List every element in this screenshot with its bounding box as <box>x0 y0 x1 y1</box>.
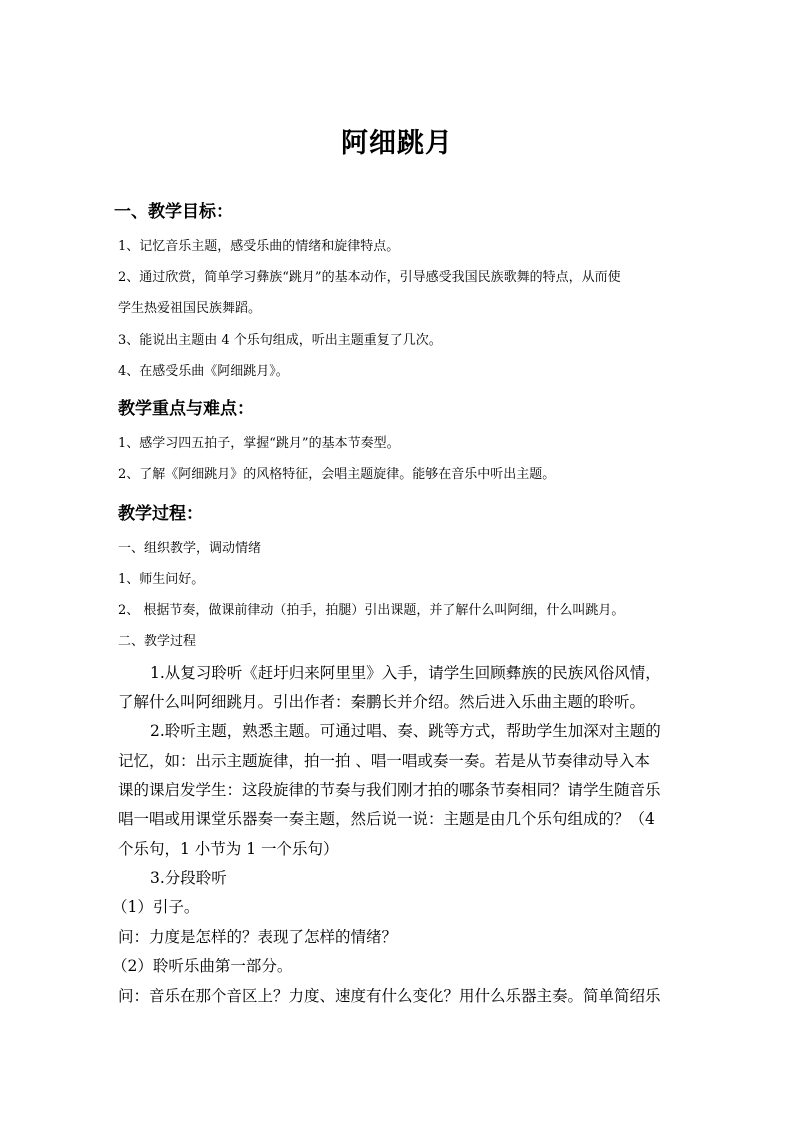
process-item-3: 2、 根据节奏，做课前律动（拍手，拍腿）引出课题，并了解什么叫阿细，什么叫跳月。 <box>118 603 625 618</box>
objective-item-4: 4、在感受乐曲《阿细跳月》。 <box>118 364 289 379</box>
objectives-heading: 一、教学目标： <box>114 202 233 222</box>
process-paragraph-line: 课的课启发学生：这段旋律的节奏与我们刚才拍的哪条节奏相同？请学生随音乐 <box>118 781 661 799</box>
process-paragraph-line: 个乐句，1 小节为 1 一个乐句） <box>118 840 339 858</box>
process-paragraph-line: 记忆，如：出示主题旋律，拍一拍 、唱一唱或奏一奏。若是从节奏律动导入本 <box>118 752 650 770</box>
process-paragraph-line: 唱一唱或用课堂乐器奏一奏主题，然后说一说：主题是由几个乐句组成的？（4 <box>118 810 655 828</box>
process-item-1: 一、组织教学，调动情绪 <box>118 541 262 556</box>
key-point-item-1: 1、感学习四五拍子，掌握“跳月”的基本节奏型。 <box>118 436 400 451</box>
objectives-section <box>114 198 678 226</box>
process-heading: 教学过程： <box>118 504 203 524</box>
process-paragraph-line: （2）聆听乐曲第一部分。 <box>112 957 293 975</box>
objective-item-3: 3、能说出主题由 4 个乐句组成，听出主题重复了几次。 <box>118 333 442 348</box>
process-paragraph-line: 问：音乐在那个音区上？力度、速度有什么变化？用什么乐器主奏。简单简绍乐 <box>118 987 661 1005</box>
page-title: 阿细跳月 <box>341 128 453 159</box>
process-paragraph-line: 了解什么叫阿细跳月。引出作者：秦鹏长并介绍。然后进入乐曲主题的聆听。 <box>118 693 646 711</box>
process-item-2: 1、师生问好。 <box>118 572 205 587</box>
process-paragraph-line: 3.分段聆听 <box>150 869 227 887</box>
process-paragraph-line: 问：力度是怎样的？表现了怎样的情绪？ <box>118 928 398 946</box>
objective-item-2: 2、通过欣赏，简单学习彝族“跳月”的基本动作，引导感受我国民族歌舞的特点，从而使 <box>118 270 621 285</box>
process-paragraph-line: 1.从复习聆听《赶圩归来阿里里》入手，请学生回顾彝族的民族风俗风情， <box>150 664 661 682</box>
process-paragraph-line: 2.聆听主题，熟悉主题。可通过唱、奏、跳等方式，帮助学生加深对主题的 <box>150 722 661 740</box>
objective-item-2-cont: 学生热爱祖国民族舞蹈。 <box>118 301 262 316</box>
key-points-heading: 教学重点与难点： <box>118 399 254 419</box>
key-point-item-2: 2、了解《阿细跳月》的风格特征，会唱主题旋律。能够在音乐中听出主题。 <box>118 467 556 482</box>
process-paragraph-line: （1）引子。 <box>112 898 200 916</box>
process-item-4: 二、教学过程 <box>118 634 197 649</box>
objective-item-1: 1、记忆音乐主题，感受乐曲的情绪和旋律特点。 <box>118 239 400 254</box>
